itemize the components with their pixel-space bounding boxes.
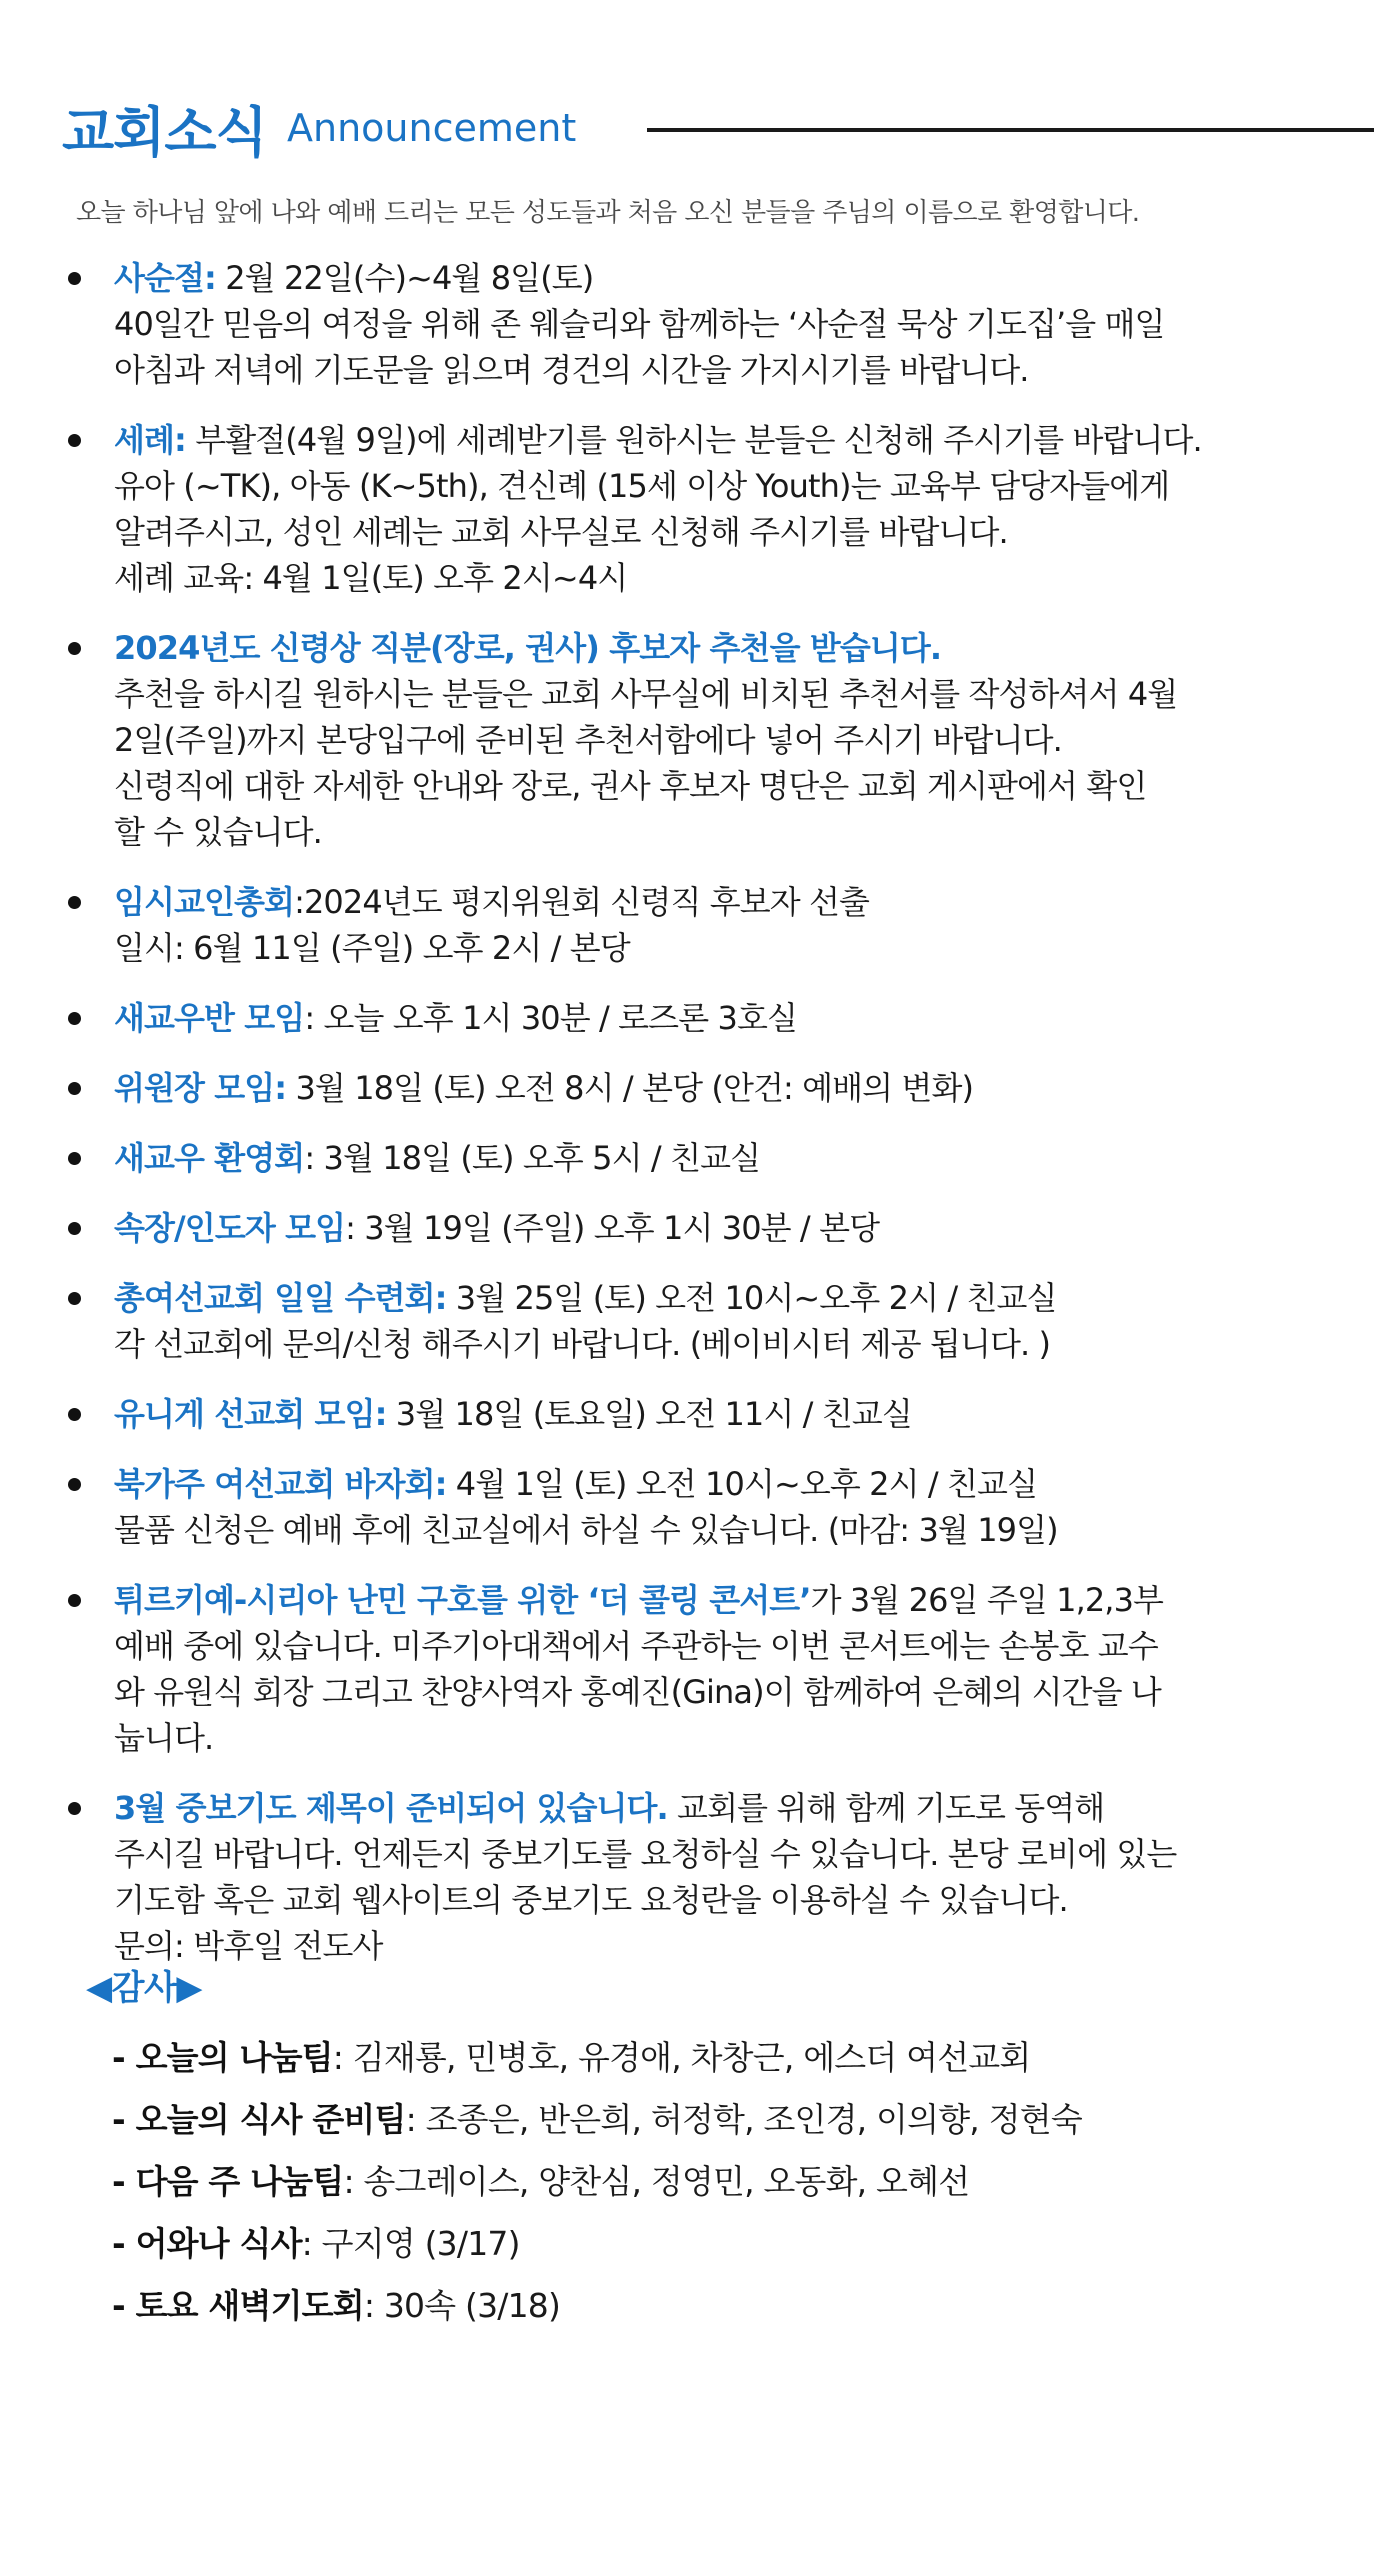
announcement-text: 할 수 있습니다. bbox=[114, 813, 322, 851]
announcement-label: 사순절: bbox=[114, 259, 216, 297]
announcement-text: 가 3월 26일 주일 1,2,3부 bbox=[810, 1581, 1164, 1619]
thanks-row bbox=[112, 2213, 1326, 2275]
announcement-item bbox=[64, 1065, 1334, 1111]
announcement-line bbox=[114, 417, 1334, 463]
bullet-icon bbox=[68, 1802, 81, 1815]
announcement-line bbox=[114, 995, 1334, 1041]
bullet-icon bbox=[68, 434, 81, 447]
announcement-line bbox=[114, 1785, 1334, 1831]
announcement-line bbox=[114, 1275, 1334, 1321]
announcement-text: 알려주시고, 성인 세례는 교회 사무실로 신청해 주시기를 바랍니다. bbox=[114, 513, 1008, 551]
announcement-text: 신령직에 대한 자세한 안내와 장로, 권사 후보자 명단은 교회 게시판에서 확인 bbox=[114, 767, 1147, 805]
announcement-label: 세례: bbox=[114, 421, 186, 459]
thanks-value: : 송그레이스, 양찬심, 정영민, 오동화, 오혜선 bbox=[343, 2162, 970, 2201]
announcement-item bbox=[64, 1275, 1334, 1367]
announcement-text: 와 유원식 회장 그리고 찬양사역자 홍예진(Gina)이 함께하여 은혜의 시간을 나 bbox=[114, 1673, 1161, 1711]
announcement-line bbox=[114, 1065, 1334, 1111]
announcement-text: :2024년도 평지위원회 신령직 후보자 선출 bbox=[294, 883, 870, 921]
thanks-row bbox=[112, 2089, 1326, 2151]
announcement-label: 총여선교회 일일 수련회: bbox=[114, 1279, 447, 1317]
announcement-line bbox=[114, 1715, 1334, 1761]
announcement-text: 3월 18일 (토요일) 오전 11시 / 친교실 bbox=[386, 1395, 912, 1433]
bullet-icon bbox=[68, 896, 81, 909]
bullet-icon bbox=[68, 1222, 81, 1235]
announcement-item bbox=[64, 1205, 1334, 1251]
thanks-row bbox=[112, 2275, 1326, 2337]
announcement-item bbox=[64, 625, 1334, 855]
announcement-text: 아침과 저녁에 기도문을 읽으며 경건의 시간을 가지시기를 바랍니다. bbox=[114, 351, 1029, 389]
announcement-item bbox=[64, 417, 1334, 601]
announcement-text: 4월 1일 (토) 오전 10시~오후 2시 / 친교실 bbox=[446, 1465, 1038, 1503]
announcement-line bbox=[114, 1205, 1334, 1251]
announcement-label: 2024년도 신령상 직분(장로, 권사) 후보자 추천을 받습니다. bbox=[114, 629, 942, 667]
announcement-text: 2월 22일(수)~4월 8일(토) bbox=[215, 259, 594, 297]
announcement-line bbox=[114, 509, 1334, 555]
welcome-text: 오늘 하나님 앞에 나와 예배 드리는 모든 성도들과 처음 오신 분들을 주님의 이름으로 환영합니다. bbox=[76, 198, 1140, 228]
announcement-line bbox=[114, 1461, 1334, 1507]
announcement-label: 새교우반 모임 bbox=[114, 999, 305, 1037]
announcement-line bbox=[114, 463, 1334, 509]
thanks-label: - 오늘의 식사 준비팀 bbox=[112, 2100, 406, 2139]
announcement-line bbox=[114, 879, 1334, 925]
bullet-icon bbox=[68, 1152, 81, 1165]
announcement-label: 유니게 선교회 모임: bbox=[114, 1395, 387, 1433]
announcement-line bbox=[114, 1669, 1334, 1715]
announcement-line bbox=[114, 255, 1334, 301]
announcement-text: 일시: 6월 11일 (주일) 오후 2시 / 본당 bbox=[114, 929, 630, 967]
announcement-text: : 3월 18일 (토) 오후 5시 / 친교실 bbox=[304, 1139, 761, 1177]
page-subtitle: Announcement bbox=[287, 106, 577, 150]
bullet-icon bbox=[68, 1292, 81, 1305]
thanks-label: - 오늘의 나눔팀 bbox=[112, 2038, 333, 2077]
announcement-text: 교회를 위해 함께 기도로 동역해 bbox=[667, 1789, 1105, 1827]
announcement-line bbox=[114, 717, 1334, 763]
announcement-item bbox=[64, 255, 1334, 393]
announcement-label: 새교우 환영회 bbox=[114, 1139, 305, 1177]
bullet-icon bbox=[68, 1082, 81, 1095]
announcement-line bbox=[114, 1623, 1334, 1669]
announcement-item bbox=[64, 1577, 1334, 1761]
announcement-text: 물품 신청은 예배 후에 친교실에서 하실 수 있습니다. (마감: 3월 19일) bbox=[114, 1511, 1058, 1549]
announcement-text: 세례 교육: 4월 1일(토) 오후 2시~4시 bbox=[114, 559, 628, 597]
page-header bbox=[62, 90, 1322, 164]
announcement-line bbox=[114, 1507, 1334, 1553]
announcement-text: 추천을 하시길 원하시는 분들은 교회 사무실에 비치된 추천서를 작성하셔서 4월 bbox=[114, 675, 1178, 713]
announcement-item bbox=[64, 1135, 1334, 1181]
announcement-line bbox=[114, 347, 1334, 393]
announcement-label: 튀르키예-시리아 난민 구호를 위한 ‘더 콜링 콘서트’ bbox=[114, 1581, 811, 1619]
bullet-icon bbox=[68, 1478, 81, 1491]
announcement-text: 3월 25일 (토) 오전 10시~오후 2시 / 친교실 bbox=[446, 1279, 1057, 1317]
announcement-text: : 3월 19일 (주일) 오후 1시 30분 / 본당 bbox=[345, 1209, 880, 1247]
announcement-label: 북가주 여선교회 바자회: bbox=[114, 1465, 447, 1503]
announcement-line bbox=[114, 809, 1334, 855]
announcement-label: 위원장 모임: bbox=[114, 1069, 287, 1107]
bullet-icon bbox=[68, 1594, 81, 1607]
thanks-label: - 다음 주 나눔팀 bbox=[112, 2162, 344, 2201]
announcement-label: 임시교인총회 bbox=[114, 883, 295, 921]
announcement-text: 예배 중에 있습니다. 미주기아대책에서 주관하는 이번 콘서트에는 손봉호 교수 bbox=[114, 1627, 1158, 1665]
announcement-line bbox=[114, 1321, 1334, 1367]
announcement-item bbox=[64, 1785, 1334, 1969]
thanks-section bbox=[86, 1960, 1326, 2337]
announcement-text: 문의: 박후일 전도사 bbox=[114, 1927, 383, 1965]
announcement-item bbox=[64, 879, 1334, 971]
bullet-icon bbox=[68, 272, 81, 285]
thanks-value: : 조종은, 반은희, 허정학, 조인경, 이의향, 정현숙 bbox=[405, 2100, 1082, 2139]
thanks-list bbox=[86, 2027, 1326, 2337]
page-title: 교회소식 bbox=[62, 101, 267, 164]
thanks-value: : 30속 (3/18) bbox=[363, 2286, 561, 2325]
announcement-text: 2일(주일)까지 본당입구에 준비된 추천서함에다 넣어 주시기 바랍니다. bbox=[114, 721, 1062, 759]
thanks-title: ◀감사▶ bbox=[86, 1968, 202, 2008]
announcement-line bbox=[114, 1391, 1334, 1437]
announcement-line bbox=[114, 555, 1334, 601]
announcement-line bbox=[114, 1877, 1334, 1923]
announcement-text: 부활절(4월 9일)에 세례받기를 원하시는 분들은 신청해 주시기를 바랍니다. bbox=[185, 421, 1202, 459]
thanks-label: - 어와나 식사 bbox=[112, 2224, 302, 2263]
announcement-line bbox=[114, 1577, 1334, 1623]
bullet-icon bbox=[68, 642, 81, 655]
announcement-text: 주시길 바랍니다. 언제든지 중보기도를 요청하실 수 있습니다. 본당 로비에 있는 bbox=[114, 1835, 1177, 1873]
announcement-text: 눕니다. bbox=[114, 1719, 214, 1757]
announcement-text: 기도함 혹은 교회 웹사이트의 중보기도 요청란을 이용하실 수 있습니다. bbox=[114, 1881, 1068, 1919]
thanks-label: - 토요 새벽기도회 bbox=[112, 2286, 364, 2325]
bullet-icon bbox=[68, 1012, 81, 1025]
announcement-line bbox=[114, 301, 1334, 347]
announcement-item bbox=[64, 1391, 1334, 1437]
announcement-line bbox=[114, 763, 1334, 809]
announcement-item bbox=[64, 995, 1334, 1041]
announcement-line bbox=[114, 671, 1334, 717]
announcement-line bbox=[114, 625, 1334, 671]
announcement-line bbox=[114, 1831, 1334, 1877]
announcement-label: 3월 중보기도 제목이 준비되어 있습니다. bbox=[114, 1789, 668, 1827]
announcement-text: 각 선교회에 문의/신청 해주시기 바랍니다. (베이비시터 제공 됩니다. ) bbox=[114, 1325, 1051, 1363]
announcement-list bbox=[64, 255, 1334, 1993]
announcement-text: 40일간 믿음의 여정을 위해 존 웨슬리와 함께하는 ‘사순절 묵상 기도집’을 매일 bbox=[114, 305, 1165, 343]
thanks-value: : 김재룡, 민병호, 유경애, 차창근, 에스더 여선교회 bbox=[332, 2038, 1031, 2077]
thanks-row bbox=[112, 2027, 1326, 2089]
announcement-item bbox=[64, 1461, 1334, 1553]
bullet-icon bbox=[68, 1408, 81, 1421]
thanks-row bbox=[112, 2151, 1326, 2213]
announcement-text: 유아 (~TK), 아동 (K~5th), 견신례 (15세 이상 Youth)는 교육부 담당자들에게 bbox=[114, 467, 1170, 505]
thanks-value: : 구지영 (3/17) bbox=[301, 2224, 520, 2263]
announcement-label: 속장/인도자 모임 bbox=[114, 1209, 346, 1247]
announcement-line bbox=[114, 925, 1334, 971]
announcement-text: 3월 18일 (토) 오전 8시 / 본당 (안건: 예배의 변화) bbox=[286, 1069, 974, 1107]
announcement-text: : 오늘 오후 1시 30분 / 로즈론 3호실 bbox=[304, 999, 797, 1037]
announcement-line bbox=[114, 1135, 1334, 1181]
header-divider bbox=[647, 128, 1374, 132]
